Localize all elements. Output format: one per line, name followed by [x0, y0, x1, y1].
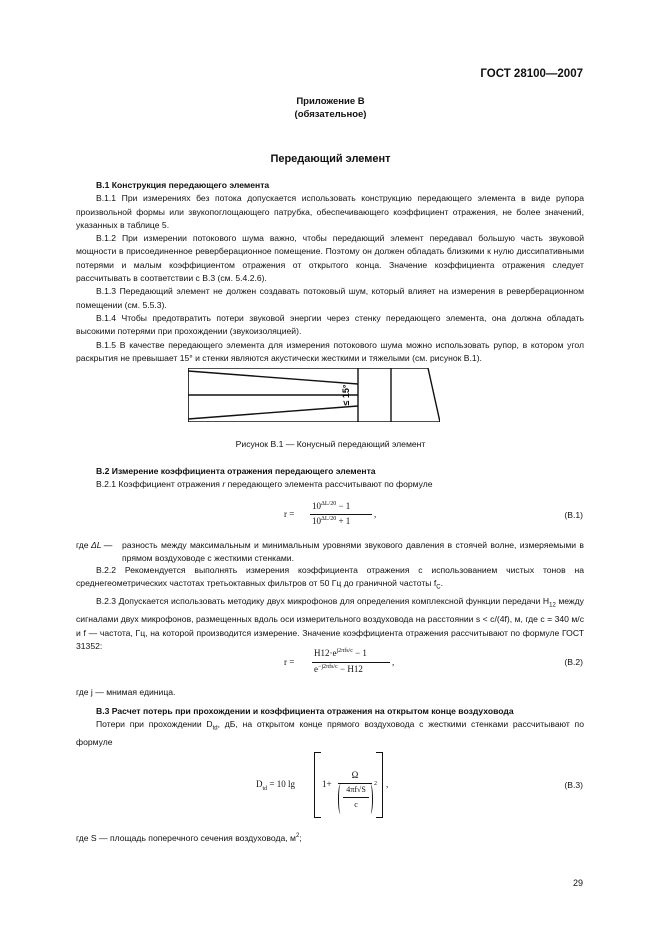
equation-b1-number: (В.1) — [564, 510, 583, 520]
where-delta-l: где ΔL — разность между максимальным и минимальным уровнями звукового давления в стоячей волне, измеряемыми в прямом воздуховоде с жесткими стенками. — [76, 540, 584, 564]
b2-heading: В.2 Измерение коэффициента отражения передающего элемента — [96, 466, 376, 476]
cone-upper-line — [188, 371, 358, 384]
cone-lower-line — [188, 406, 358, 419]
b1-paragraph-5: В.1.5 В качестве передающего элемента для измерения потокового шума можно использовать рупор, в котором угол раскрытия не превышает 15° и стенки являются акустически жесткими и тяжелыми (см. рисунок В.1). — [76, 339, 584, 363]
b2-paragraph-2: В.2.2 Рекомендуется выполнять измерения коэффициента отражения с использованием чистых тонов на среднегеометрических частотах третьоктавных фильтров от 50 Гц до граничной частоты $f_C$. — [76, 565, 584, 592]
b2-paragraph-3: В.2.3 Допускается использовать методику двух микрофонов для определения комплексной функции передачи $H_{12}$ между сигналами двух микрофонов, размещенных вдоль оси измерительного воздуховода на расстоянии s < c/(4f), м, где c = 340 м/с и f — частота, Гц, на которой производится измерение. Значение коэффициента отражения рассчитывают по формуле ГОСТ 31352: — [76, 596, 584, 651]
section-b2 — [76, 465, 584, 492]
section-b3 — [76, 705, 584, 750]
page-number: 29 — [572, 878, 583, 888]
angle-label: ≤ 15° — [341, 384, 351, 406]
where-s: где S — площадь поперечного сечения воздуховода, $м^2$; — [76, 832, 302, 843]
b1-paragraph-4: В.1.4 Чтобы предотвратить потери звуковой энергии через стенку передающего элемента, она должна обладать высокими потерями при прохождении (звукоизоляцией). — [76, 312, 584, 337]
cone-element-figure — [188, 368, 440, 422]
section-title: Передающий элемент — [270, 153, 391, 165]
section-b1 — [76, 179, 584, 365]
section-b2-continued — [76, 564, 584, 653]
b1-heading: В.1 Конструкция передающего элемента — [96, 180, 270, 190]
b2-paragraph-1: В.2.1 Коэффициент отражения r передающего элемента рассчитывают по формуле — [96, 479, 433, 490]
equation-b3: $D_{td} = 10$ lg 1+ Ω 4πf√S c 2 , — [256, 750, 396, 820]
b1-paragraph-2: В.1.2 При измерении потокового шума важно, чтобы передающий элемент передавал большую часть звуковой мощности в присоединенное реверберационное помещение. Поэтому он должен обладать близкими к нулю диссипативными потерями и малым коэффициентом отражения от открытого конца. Значение коэффициента отражения следует рассчитывать в соответствии с В.3 (см. 5.4.2.6). — [76, 233, 584, 284]
b1-paragraph-1: В.1.1 При измерениях без потока допускается использовать конструкцию передающего элемента в виде рупора произвольной формы или звукопоглощающего патрубка, обеспечивающего коэффициент отражения, не более значений, указанных в таблице 5. — [76, 193, 584, 230]
b1-paragraph-3: В.1.3 Передающий элемент не должен создавать потоковый шум, который влияет на измерения в реверберационном помещении (см. 5.5.3). — [76, 286, 584, 310]
page-header: ГОСТ 28100—2007 — [480, 68, 583, 80]
equation-b2-number: (В.2) — [564, 657, 583, 667]
appendix-title: Приложение В — [296, 96, 365, 107]
appendix-status: (обязательное) — [294, 109, 367, 120]
where-j: где j — мнимая единица. — [76, 687, 176, 697]
figure-caption: Рисунок В.1 — Конусный передающий элемент — [235, 439, 426, 449]
equation-b3-number: (В.3) — [564, 780, 583, 790]
b3-heading: В.3 Расчет потерь при прохождении и коэффициента отражения на открытом конце воздуховода — [96, 706, 514, 716]
b3-paragraph-1: Потери при прохождении $D_{td}$, дБ, на открытом конце прямого воздуховода с жесткими стенками рассчитывают по формуле — [76, 719, 584, 748]
